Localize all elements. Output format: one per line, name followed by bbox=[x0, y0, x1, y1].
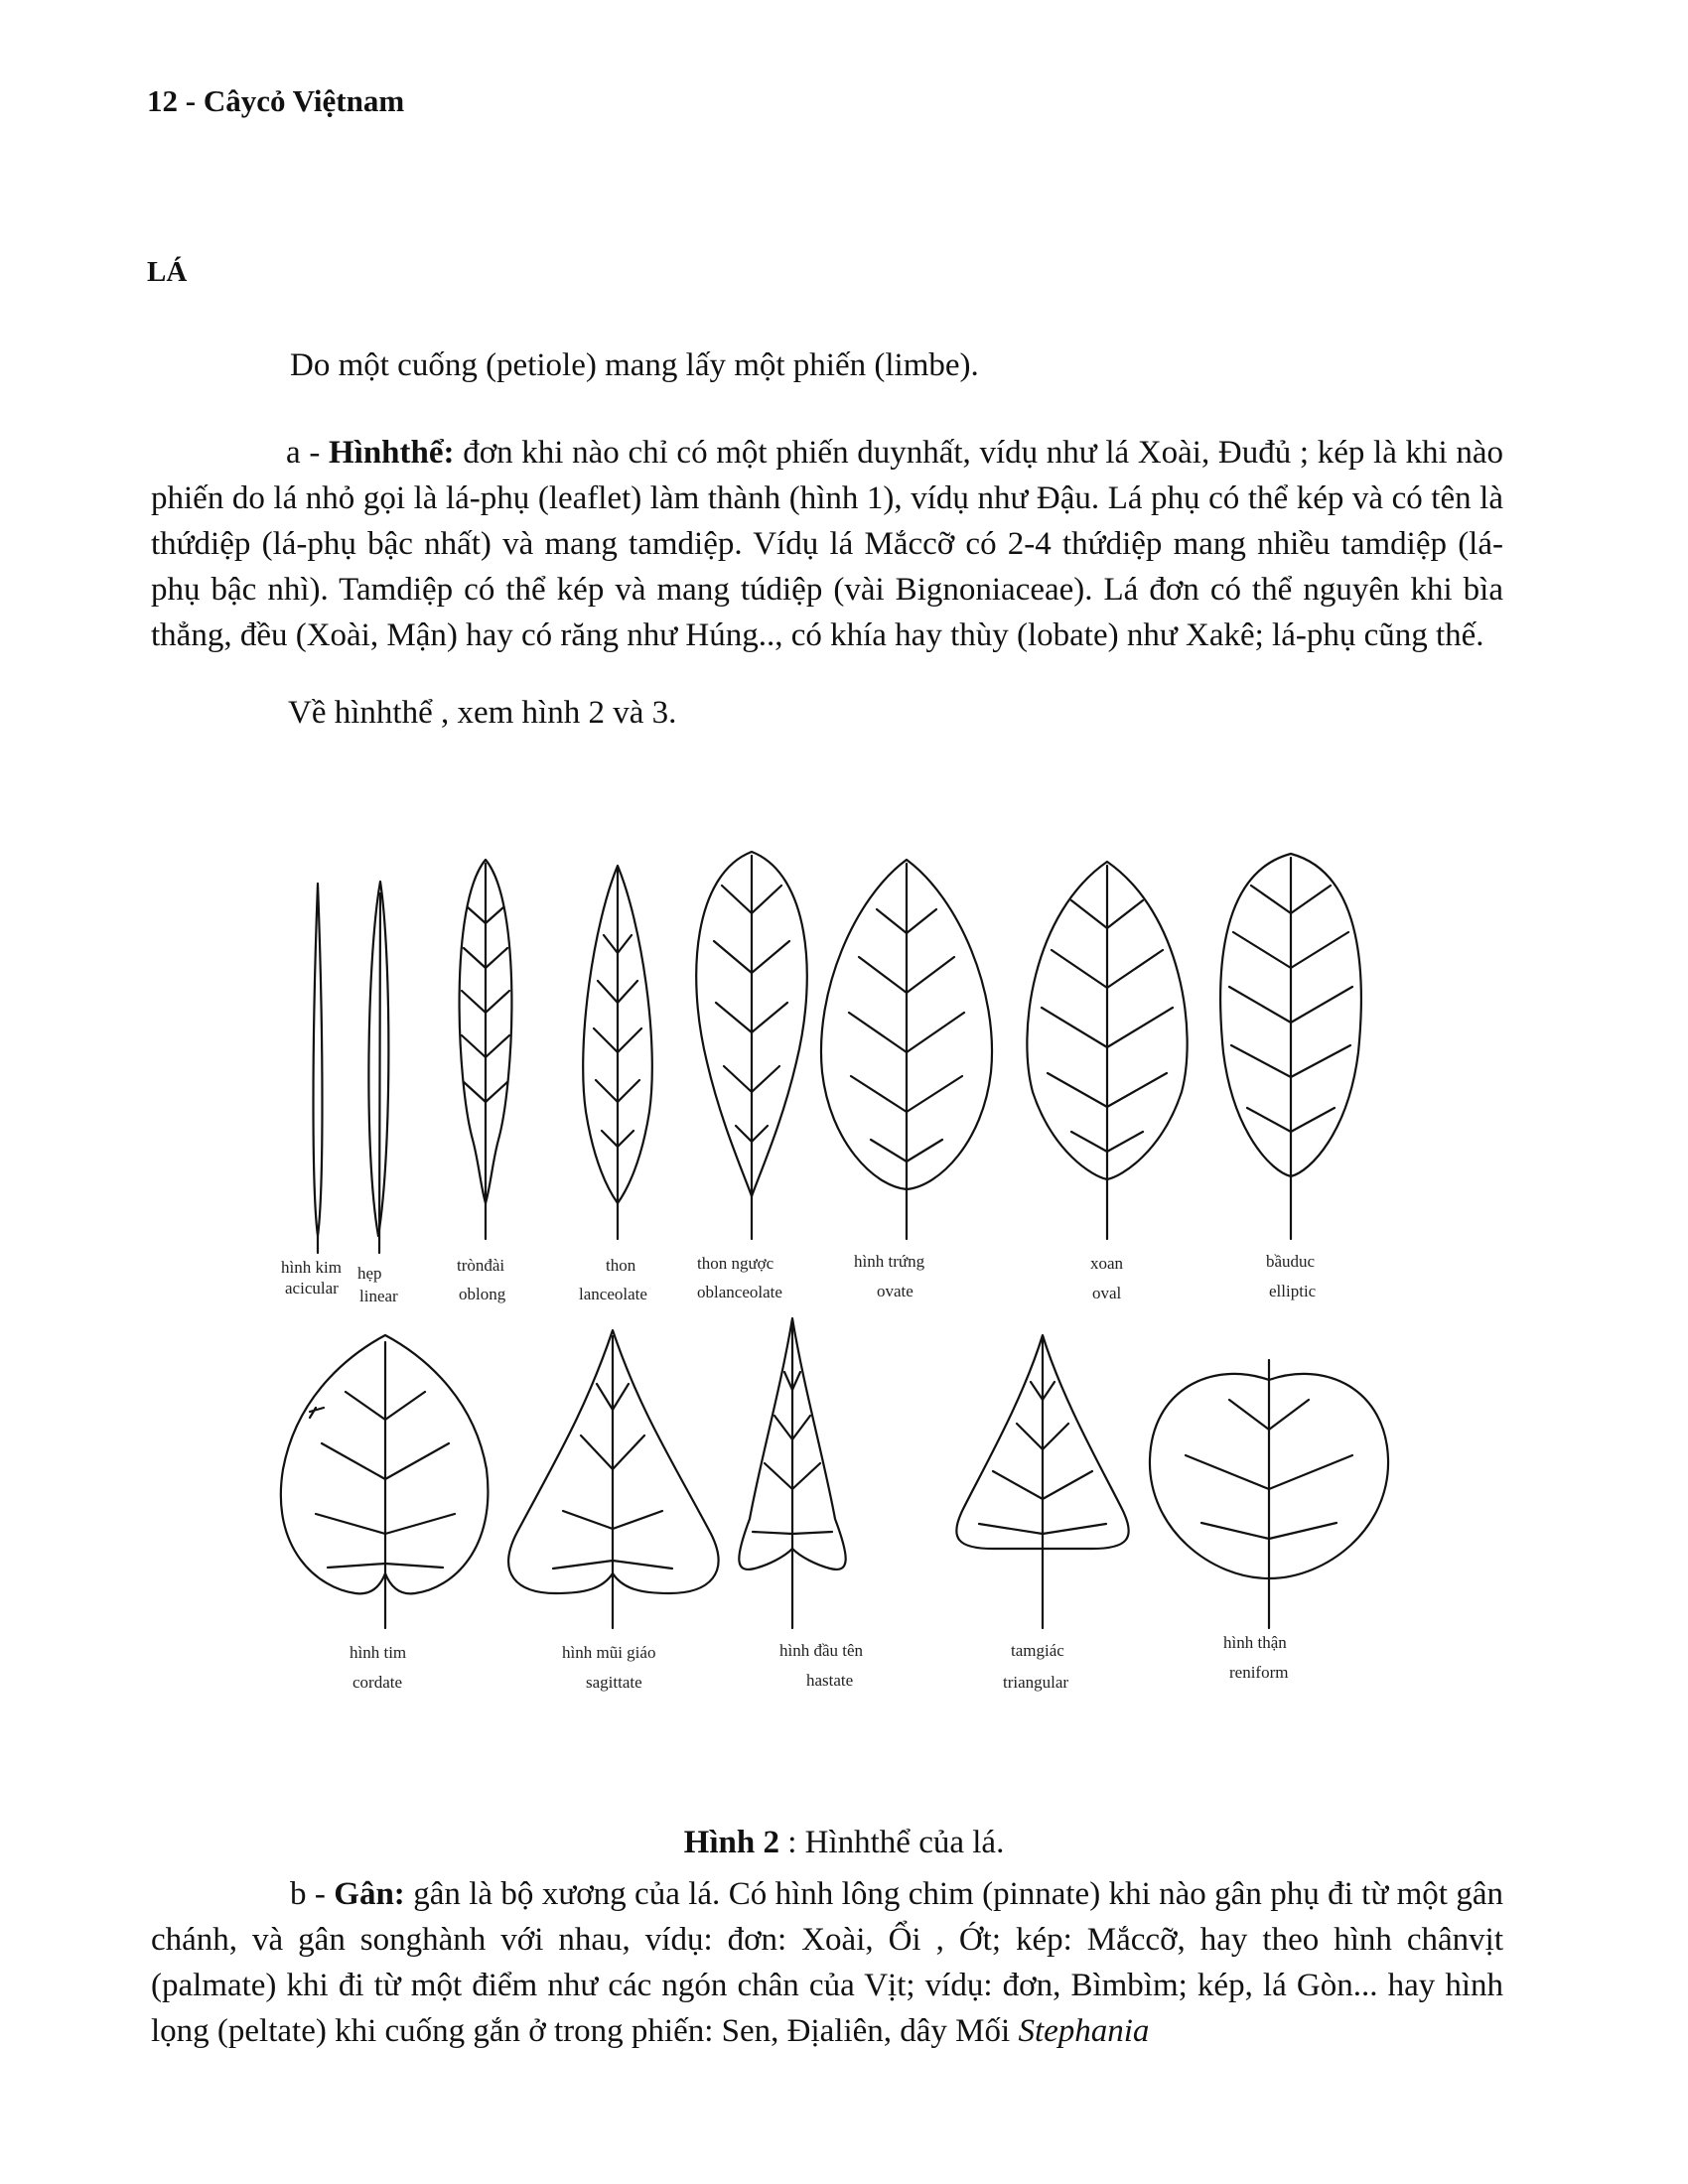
page-header: 12 - Câycỏ Việtnam bbox=[147, 83, 405, 118]
leaf-triangular bbox=[956, 1335, 1129, 1628]
label-lanceolate-la: lanceolate bbox=[579, 1285, 647, 1303]
leaf-lanceolate bbox=[583, 866, 652, 1239]
section-a-label: a - bbox=[286, 435, 321, 471]
label-acicular-vn: hình kim bbox=[281, 1258, 342, 1277]
label-hastate-la: hastate bbox=[806, 1671, 854, 1690]
label-oblong-la: oblong bbox=[459, 1285, 506, 1303]
leaf-ovate bbox=[821, 860, 992, 1239]
label-hastate-vn: hình đầu tên bbox=[779, 1641, 864, 1660]
figure-caption bbox=[0, 1825, 1688, 1861]
section-b-italic: Stephania bbox=[1018, 2013, 1150, 2049]
section-title: LÁ bbox=[147, 256, 188, 288]
section-b-text: gân là bộ xương của lá. Có hình lông chim (pinnate) khi nào gân phụ đi từ một gân chánh, và gân songhành với nhau, vídụ: đơn: Xoài, Ổi , Ớt; kép: Mắccỡ, hay theo hình chânvịt (palmate) khi đi từ một điểm như các ngón chân của Vịt; vídụ: đơn, Bìmbìm; kép, lá Gòn... hay hình lọng (peltate) khi cuống gắn ở trong phiến: Sen, Địaliên, dây Mối bbox=[151, 1876, 1503, 2049]
label-oblong-vn: trònđài bbox=[457, 1256, 505, 1275]
section-b-paragraph bbox=[151, 1871, 1503, 2054]
leaf-oblong bbox=[460, 860, 512, 1239]
label-linear-la: linear bbox=[359, 1287, 398, 1305]
label-lanceolate-vn: thon bbox=[606, 1256, 636, 1275]
label-sagittate-vn: hình mũi giáo bbox=[562, 1643, 656, 1662]
leaf-elliptic bbox=[1220, 854, 1361, 1239]
section-a-text: đơn khi nào chỉ có một phiến duynhất, vídụ như lá Xoài, Đuđủ ; kép là khi nào phiến do lá nhỏ gọi là lá-phụ (leaflet) làm thành (hình 1), vídụ như Đậu. Lá phụ có thể kép và có tên là thứdiệp (lá-phụ bậc nhất) và mang tamdiệp. Vídụ lá Mắccỡ có 2-4 thứdiệp mang nhiều tamdiệp (lá-phụ bậc nhì). Tamdiệp có thể kép và mang túdiệp (vài Bignoniaceae). Lá đơn có thể nguyên khi bìa thẳng, đều (Xoài, Mận) hay có răng như Húng.., có khía hay thùy (lobate) như Xakê; lá-phụ cũng thế. bbox=[151, 435, 1504, 653]
section-a-reference: Về hìnhthể , xem hình 2 và 3. bbox=[288, 695, 677, 731]
leaf-oval bbox=[1027, 862, 1187, 1239]
label-oblanceolate-vn: thon ngược bbox=[697, 1254, 774, 1273]
section-b-label: b - bbox=[290, 1876, 326, 1912]
section-b-term: Gân: bbox=[334, 1876, 405, 1912]
leaf-oblanceolate bbox=[696, 852, 807, 1239]
label-oblanceolate-la: oblanceolate bbox=[697, 1283, 782, 1301]
leaf-linear bbox=[368, 882, 388, 1253]
leaf-sagittate bbox=[508, 1330, 718, 1628]
label-cordate-la: cordate bbox=[352, 1673, 403, 1692]
label-acicular-la: acicular bbox=[285, 1279, 339, 1297]
label-elliptic-la: elliptic bbox=[1269, 1282, 1317, 1300]
label-cordate-vn: hình tim bbox=[350, 1643, 407, 1662]
label-elliptic-vn: bầuduc bbox=[1266, 1252, 1316, 1271]
leaf-acicular bbox=[314, 884, 323, 1253]
label-ovate-vn: hình trứng bbox=[854, 1252, 925, 1271]
label-oval-la: oval bbox=[1092, 1284, 1122, 1302]
leaf-hastate bbox=[739, 1318, 845, 1628]
label-ovate-la: ovate bbox=[877, 1282, 914, 1300]
caption-label: Hình 2 bbox=[683, 1825, 779, 1860]
section-a-term: Hìnhthể: bbox=[328, 435, 455, 471]
label-linear-vn: hẹp bbox=[357, 1264, 382, 1283]
label-reniform-vn: hình thận bbox=[1223, 1633, 1287, 1652]
intro-paragraph: Do một cuống (petiole) mang lấy một phiến (limbe). bbox=[290, 347, 979, 383]
label-sagittate-la: sagittate bbox=[586, 1673, 642, 1692]
label-triangular-la: triangular bbox=[1003, 1673, 1069, 1692]
caption-text: Hìnhthể của lá. bbox=[804, 1825, 1005, 1860]
label-oval-vn: xoan bbox=[1090, 1254, 1124, 1273]
label-triangular-vn: tamgiác bbox=[1011, 1641, 1064, 1660]
leaf-cordate bbox=[281, 1335, 489, 1628]
caption-separator: : bbox=[778, 1825, 805, 1860]
label-reniform-la: reniform bbox=[1229, 1663, 1289, 1682]
leaf-reniform bbox=[1150, 1360, 1388, 1628]
